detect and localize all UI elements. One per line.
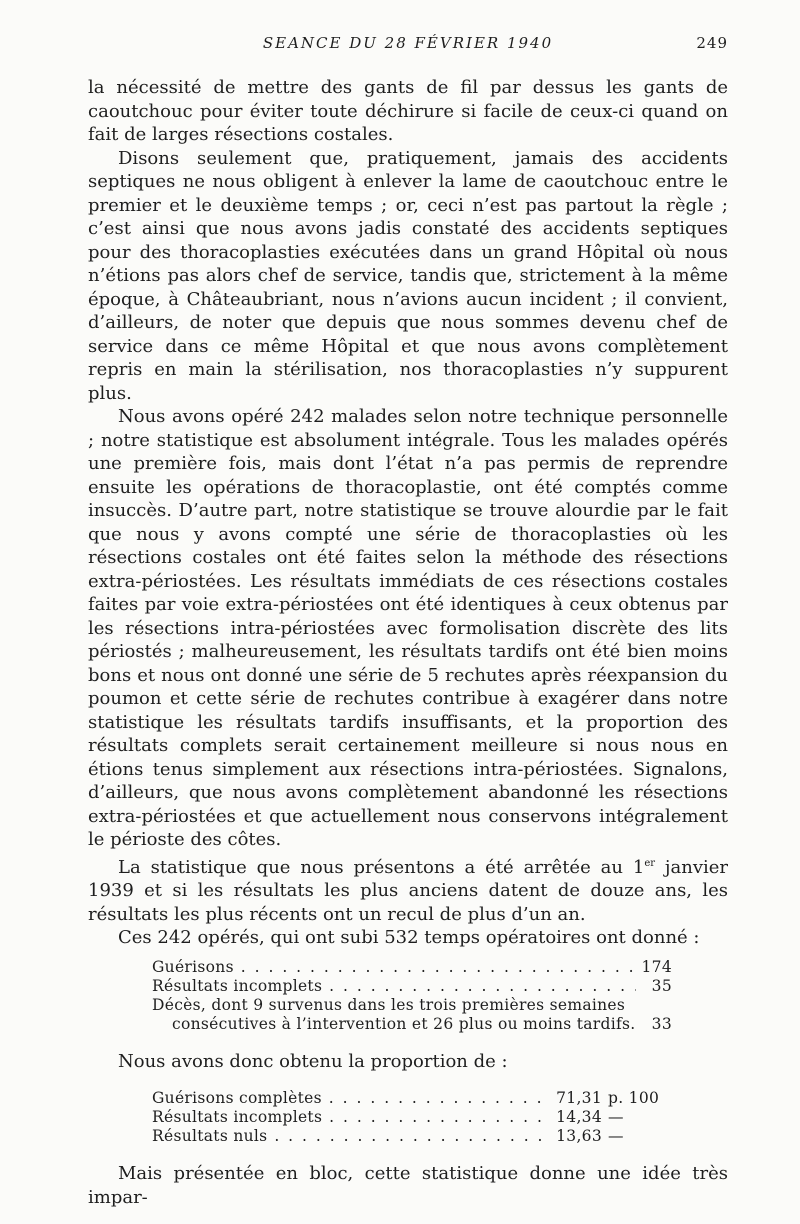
row-value: 33 (651, 1014, 672, 1033)
results-table (152, 958, 672, 1034)
row-value: 35 (651, 976, 672, 995)
paragraph-4-start: La statistique que nous présentons a été arrêtée au 1 (118, 856, 645, 878)
table-row (152, 958, 672, 977)
running-header (88, 34, 728, 56)
table-row (152, 1108, 672, 1127)
page-number: 249 (696, 34, 728, 52)
proportions-table (152, 1089, 672, 1146)
row-label: Résultats incomplets . . . (152, 977, 636, 996)
ordinal-superscript: er (644, 857, 656, 869)
running-title: SEANCE DU 28 FÉVRIER 1940 (262, 34, 554, 52)
paragraph-2: Disons seulement que, pratiquement, jamais des accidents septiques ne nous obligent à enlever la lame de caoutchouc entre le premier et le deuxième temps ; or, ceci n’est pas partout la règle ; c’est ainsi que nous avons jadis constaté des accidents septiques pour des thoracoplasties exécutées dans un grand Hôpital où nous n’étions pas alors chef de service, tandis que, strictement à la même époque, à Châteaubriant, nous n’avions aucun incident ; il convient, d’ailleurs, de noter que depuis que nous sommes devenu chef de service dans ce même Hôpital et que nous avons complètement repris en main la stérilisation, nos thoracoplasties n’y suppurent plus. (88, 147, 728, 404)
row-unit: — (608, 1108, 624, 1126)
row-unit: p. 100 (608, 1089, 660, 1107)
paragraph-6: Nous avons donc obtenu la proportion de : (118, 1050, 508, 1072)
row-label: Résultats incomplets . . . (152, 1108, 550, 1127)
row-value: 71,31 (556, 1089, 602, 1107)
body-text (88, 76, 728, 1209)
paragraph-4 (88, 852, 728, 927)
row-label: Guérisons complètes . . . (152, 1089, 550, 1108)
paragraph-3: Nous avons opéré 242 malades selon notre technique personnelle ; notre statistique est absolument intégrale. Tous les malades opérés une première fois, mais dont l’état n’a pas permis de reprendre ensuite les opérations de thoracoplastie, ont été comptés comme insuccès. D’autre part, notre statistique se trouve alourdie par le fait que nous y avons compté une série de thoracoplasties où les résections costales ont été faites selon la méthode des résections extra-périostées. Les résultats immédiats de ces résections costales faites par voie extra-périostées ont été identiques à ceux obtenus par les résections intra-périostées avec formolisation discrète des lits périostés ; malheureusement, les résultats tardifs ont été bien moins bons et nous ont donné une série de 5 rechutes après réexpansion du poumon et cette série de rechutes contribue à exagérer dans notre statistique les résultats tardifs insuffisants, et la proportion des résultats complets serait certainement meilleure si nous nous en étions tenus simplement aux résections intra-périostées. Signalons, d’ailleurs, que nous avons complètement abandonné les résections extra-périostées et que actuellement nous conservons intégralement le périoste des côtes. (88, 406, 728, 850)
paragraph-7: Mais présentée en bloc, cette statistique donne une idée très impar- (88, 1163, 728, 1208)
row-label-continued: consécutives à l’intervention et 26 plus ou moins tardifs. (172, 1014, 636, 1033)
table-row (152, 1089, 672, 1108)
table-row (152, 1127, 672, 1146)
paragraph-4-end: janvier 1939 et si les résultats les plus anciens datent de douze ans, les résultats les plus récents ont un recul de plus d’un an. (88, 856, 729, 925)
row-value: 174 (641, 957, 672, 976)
paragraph-5: Ces 242 opérés, qui ont subi 532 temps opératoires ont donné : (118, 927, 700, 948)
table-row (152, 996, 672, 1034)
row-unit: — (608, 1127, 624, 1145)
table-row (152, 977, 672, 996)
row-label: Guérisons . . . (152, 958, 636, 977)
paragraph-1: la nécessité de mettre des gants de fil par dessus les gants de caoutchouc pour éviter toute déchirure si facile de ceux-ci quand on fait de larges résections costales. (88, 77, 728, 145)
row-label: Résultats nuls . . . (152, 1127, 550, 1146)
row-value: 13,63 (556, 1127, 602, 1145)
row-label: Décès, dont 9 survenus dans les trois premières semaines (152, 995, 626, 1014)
row-value: 14,34 (556, 1108, 602, 1126)
